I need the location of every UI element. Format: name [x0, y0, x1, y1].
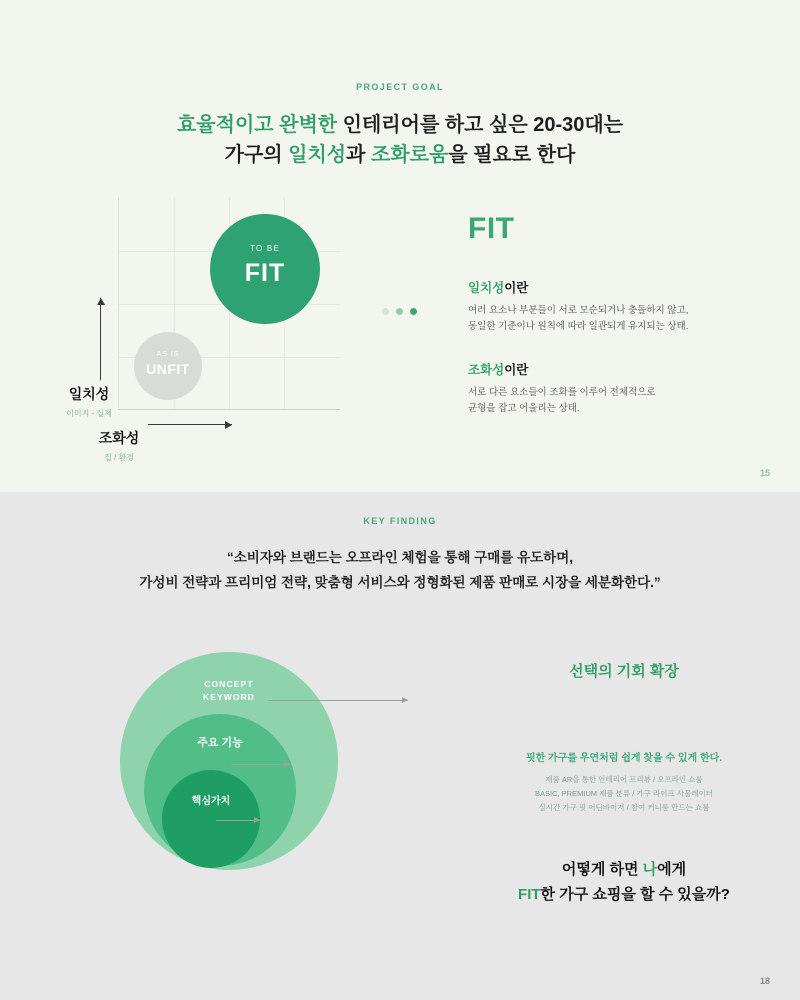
definition-1-line-1: 여러 요소나 부분들이 서로 모순되거나 충돌하지 않고,	[468, 305, 689, 316]
slide1-headline	[0, 110, 800, 170]
venn-middle-label: 주요 기능	[197, 737, 243, 749]
x-axis-sublabel: 집 / 환경	[104, 453, 134, 462]
slide1-page-number: 15	[759, 468, 770, 478]
definition-2-suffix: 이란	[504, 363, 529, 378]
circle-to-be-fit	[210, 214, 320, 324]
definition-1-line-2: 동일한 기준이나 원칙에 따라 일관되게 유지되는 상태.	[468, 320, 689, 332]
headline-line-1	[0, 110, 800, 140]
y-axis-label-group	[58, 384, 120, 419]
definition-1-term: 일치성	[468, 281, 505, 295]
expansion-subtitle: 핏한 가구를 우연처럼 쉽게 찾을 수 있게 한다.	[525, 753, 723, 764]
venn-pointer-outer	[268, 700, 408, 701]
slide-key-finding	[0, 492, 800, 1000]
slide2-quote	[0, 546, 800, 596]
headline-part-a: 가구의	[224, 144, 289, 166]
venn-pointer-inner	[216, 820, 260, 821]
dot-2	[396, 308, 403, 315]
dot-3	[410, 308, 417, 315]
x-axis-label-group	[88, 428, 150, 463]
headline-highlight-2: 일치성	[288, 144, 347, 166]
headline-highlight-1: 효율적이고 완벽한	[176, 114, 338, 136]
slide2-eyebrow: KEY FINDING	[363, 516, 437, 526]
dot-1	[382, 308, 389, 315]
definition-block-2	[468, 360, 768, 416]
quote-line-2: 가성비 전략과 프리미엄 전략, 맞춤형 서비스와 정형화된 제품 판매로 시장을 세분화한다.”	[139, 574, 661, 590]
venn-diagram	[120, 652, 350, 902]
circle-unfit-caption: AS IS	[156, 351, 180, 358]
circle-as-is-unfit	[134, 332, 202, 400]
closing-q-part-tail: 한 가구 쇼핑을 할 수 있을까?	[540, 886, 730, 904]
quote-line-1: “소비자와 브랜드는 오프라인 체험을 통해 구매를 유도하며,	[227, 550, 573, 565]
venn-inner-label: 핵심가치	[191, 796, 231, 807]
fit-definitions-panel	[468, 212, 768, 417]
circle-fit-caption: TO BE	[250, 244, 280, 253]
venn-outer-label-line-1: CONCEPT	[204, 679, 254, 689]
closing-question-line-1	[474, 857, 774, 883]
definition-2-line-2: 균형을 잡고 어울리는 상태.	[468, 403, 580, 415]
fit-title: FIT	[468, 212, 515, 245]
closing-q-part-a: 어떻게 하면	[561, 860, 643, 878]
feature-item: 제품 AR을 통한 인테리어 프리뷰 / 오프라인 쇼룸	[545, 775, 703, 784]
definition-2-body	[468, 385, 768, 416]
venn-inner-circle	[162, 770, 260, 868]
divider-dots	[382, 308, 417, 315]
x-axis-arrow	[148, 424, 232, 425]
key-finding-panel	[474, 660, 774, 908]
venn-outer-label-line-2: KEYWORD	[202, 691, 256, 702]
headline-highlight-3: 조화로움	[371, 144, 449, 166]
circle-unfit-label: UNFIT	[146, 361, 190, 377]
definition-2-term: 조화성	[468, 363, 505, 378]
y-axis-label: 일치성	[68, 386, 110, 402]
closing-question-line-2	[474, 882, 774, 908]
closing-q-highlight-fit: FIT	[518, 886, 541, 904]
expansion-feature-list	[474, 773, 774, 815]
y-axis-sublabel: 이미지 - 실제	[66, 409, 112, 418]
headline-rest-1: 인테리어를 하고 싶은 20-30대는	[337, 114, 624, 136]
x-axis-label: 조화성	[98, 430, 140, 446]
venn-pointer-middle	[230, 764, 290, 765]
definition-block-1	[468, 278, 768, 334]
feature-item: BASIC, PREMIUM 제품 분류 / 가구 라이프 사물레이터	[534, 788, 714, 798]
y-axis-arrow	[100, 298, 101, 380]
circle-fit-label: FIT	[244, 259, 286, 287]
expansion-title: 선택의 기회 확장	[569, 663, 679, 680]
definition-1-suffix: 이란	[504, 281, 529, 295]
definition-2-title	[468, 360, 768, 378]
slide1-eyebrow: PROJECT GOAL	[356, 82, 444, 92]
feature-item: 실시간 가구 핏 어딘바이저 / 참여 커니룸 만드는 쇼룸	[538, 802, 710, 812]
definition-1-title	[468, 278, 768, 296]
headline-line-2	[0, 140, 800, 170]
slide2-page-number: 18	[759, 976, 770, 986]
headline-part-e: 을 필요로 한다	[448, 144, 576, 166]
definition-2-line-1: 서로 다른 요소들이 조화를 이루어 전체적으로	[468, 387, 656, 399]
definition-1-body	[468, 303, 768, 334]
headline-part-c: 과	[346, 144, 372, 166]
closing-q-highlight-me: 나	[642, 860, 658, 878]
fit-matrix-diagram	[0, 190, 800, 480]
closing-q-part-c: 에게	[657, 860, 687, 878]
closing-question	[474, 857, 774, 908]
slide-project-goal	[0, 0, 800, 492]
